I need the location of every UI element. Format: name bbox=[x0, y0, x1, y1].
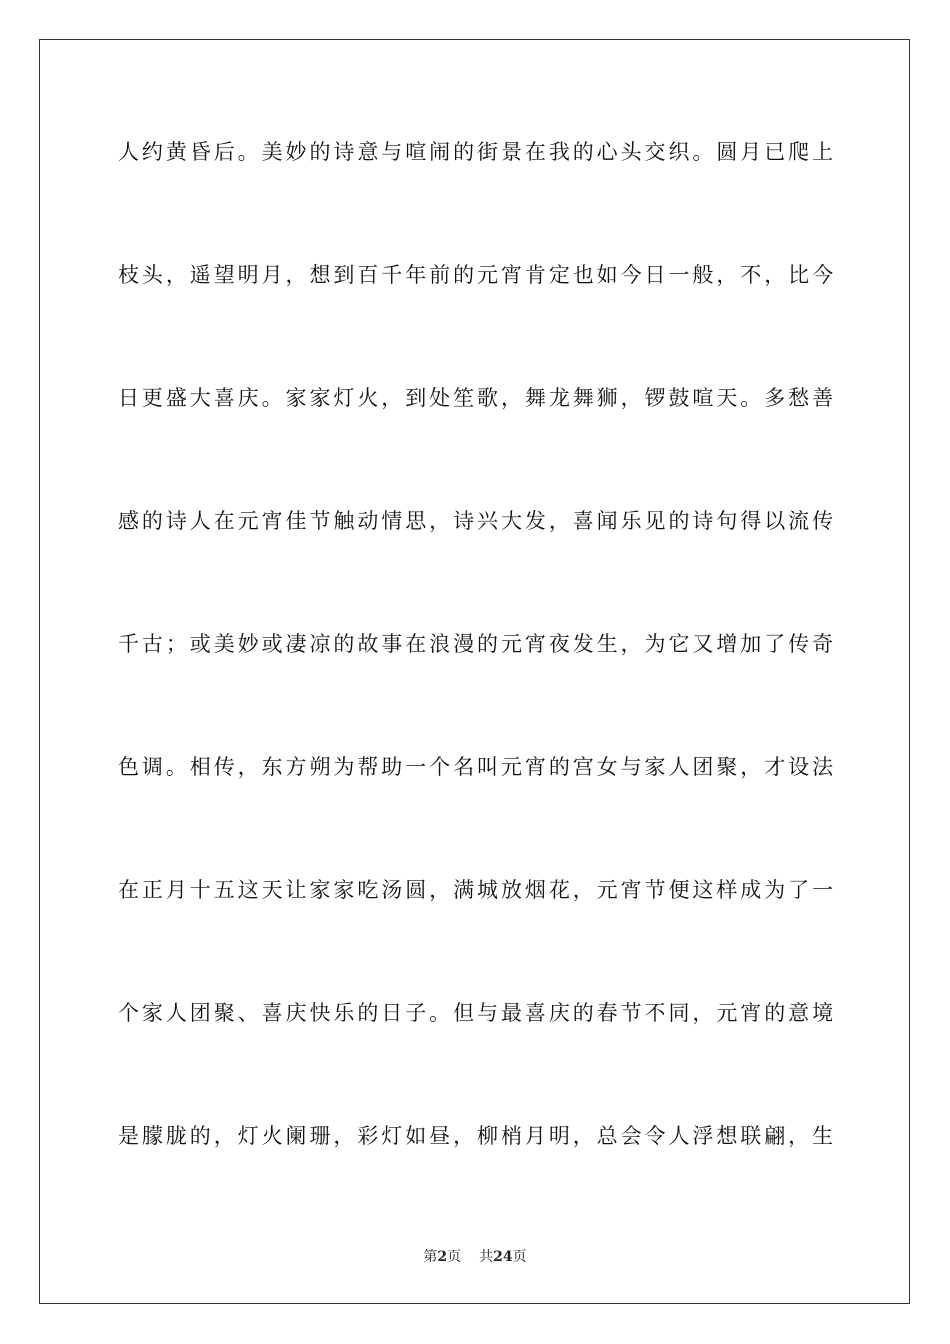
text-line: 色调。相传，东方朔为帮助一个名叫元宵的宫女与家人团聚，才设法 bbox=[118, 755, 834, 779]
text-line: 在正月十五这天让家家吃汤圆，满城放烟花，元宵节便这样成为了一 bbox=[118, 878, 834, 902]
text-line: 人约黄昏后。美妙的诗意与喧闹的街景在我的心头交织。圆月已爬上 bbox=[118, 140, 834, 164]
page-number: 2 bbox=[437, 1249, 448, 1265]
page-prefix: 第 bbox=[423, 1249, 438, 1265]
page-border bbox=[39, 39, 910, 1304]
page-suffix: 页 bbox=[447, 1249, 462, 1265]
page-footer bbox=[0, 1248, 950, 1266]
text-line: 枝头，遥望明月，想到百千年前的元宵肯定也如今日一般，不，比今 bbox=[118, 263, 834, 287]
text-line: 日更盛大喜庆。家家灯火，到处笙歌，舞龙舞狮，锣鼓喧天。多愁善 bbox=[118, 386, 834, 410]
text-line: 感的诗人在元宵佳节触动情思，诗兴大发，喜闻乐见的诗句得以流传 bbox=[118, 509, 834, 533]
text-line: 个家人团聚、喜庆快乐的日子。但与最喜庆的春节不同，元宵的意境 bbox=[118, 1001, 834, 1025]
total-prefix: 共 bbox=[479, 1249, 494, 1265]
total-suffix: 页 bbox=[512, 1249, 527, 1265]
total-pages: 24 bbox=[493, 1249, 513, 1265]
text-line: 是朦胧的，灯火阑珊，彩灯如昼，柳梢月明，总会令人浮想联翩，生 bbox=[118, 1124, 834, 1148]
text-line: 千古；或美妙或凄凉的故事在浪漫的元宵夜发生，为它又增加了传奇 bbox=[118, 632, 834, 656]
